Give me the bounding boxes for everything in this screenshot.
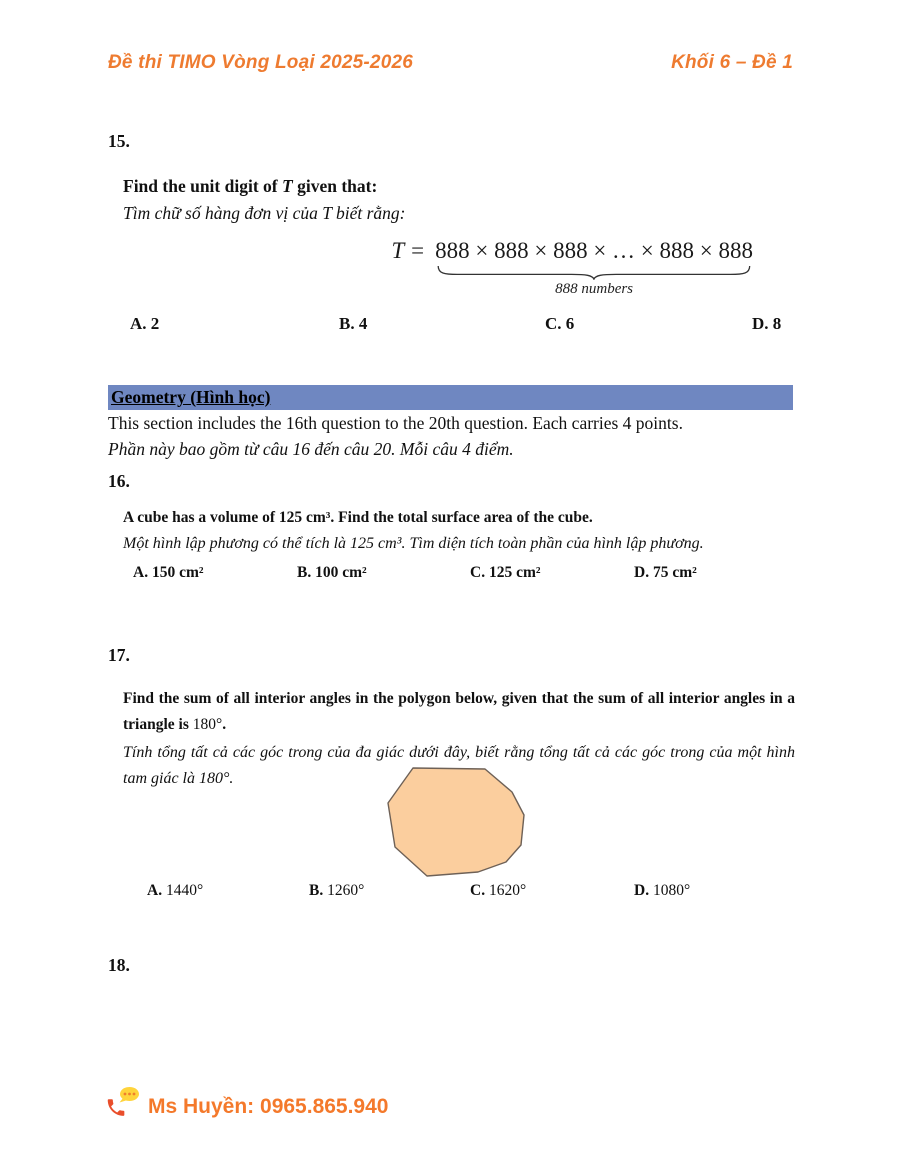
- header-right-title: Khối 6 – Đề 1: [671, 52, 793, 73]
- q17-option-b: B. 1260°: [309, 882, 365, 899]
- section-header-bar: [108, 385, 793, 410]
- formula-lhs: T =: [391, 238, 426, 263]
- formula-product: 888 × 888 × 888 × … × 888 × 888: [435, 238, 753, 263]
- q16-option-a: A. 150 cm²: [133, 564, 204, 581]
- underbrace-icon: [435, 265, 753, 280]
- q15-formula: [391, 238, 753, 297]
- q15-options-row: [108, 314, 793, 338]
- q17-option-a: A. 1440°: [147, 882, 204, 899]
- q15-option-c: C. 6: [545, 314, 575, 333]
- header-left-title: Đề thi TIMO Vòng Loại 2025-2026: [108, 52, 413, 73]
- q16-question-en: A cube has a volume of 125 cm³. Find the total surface area of the cube.: [123, 509, 593, 526]
- q15-option-b: B. 4: [339, 314, 368, 333]
- q15-en-prefix: Find the unit digit of: [123, 176, 282, 196]
- q16-option-c: C. 125 cm²: [470, 564, 541, 581]
- q15-question-vi: Tìm chữ số hàng đơn vị của T biết rằng:: [123, 203, 406, 223]
- q16-option-b: B. 100 cm²: [297, 564, 367, 581]
- polygon-figure: [385, 766, 530, 880]
- q17-option-c: C. 1620°: [470, 882, 527, 899]
- section-description-vi: Phần này bao gồm từ câu 16 đến câu 20. Mỗi câu 4 điểm.: [108, 439, 514, 459]
- q17-en-angle: 180°: [192, 716, 223, 733]
- q16-question-vi: Một hình lập phương có thể tích là 125 cm³. Tìm diện tích toàn phần của hình lập phương.: [123, 535, 704, 552]
- q17-vi-angle: 180°: [199, 770, 230, 787]
- q17-option-d: D. 1080°: [634, 882, 691, 899]
- q15-en-suffix: given that:: [292, 176, 378, 196]
- q15-formula-row: [108, 238, 793, 297]
- q15-option-a: A. 2: [130, 314, 160, 333]
- footer-contact: [104, 1086, 388, 1120]
- q15-option-d: D. 8: [752, 314, 782, 333]
- q16-number: 16.: [108, 471, 130, 491]
- q17-question-vi: Tính tổng tất cả các góc trong của đa giác dưới đây, biết rằng tổng tất cả các góc trong của một hình tam giác là 180°.: [123, 744, 795, 787]
- q16-options-row: [108, 564, 793, 586]
- q15-variable: T: [282, 176, 293, 196]
- section-description-en: This section includes the 16th question to the 20th question. Each carries 4 points.: [108, 413, 683, 433]
- q18-number: 18.: [108, 955, 130, 975]
- q17-question-en: Find the sum of all interior angles in the polygon below, given that the sum of all interior angles in a triangle is 180°.: [123, 690, 795, 733]
- q17-number: 17.: [108, 645, 130, 665]
- footer-contact-text: Ms Huyền: 0965.865.940: [148, 1095, 389, 1118]
- q15-number: 15.: [108, 131, 130, 151]
- q15-question-en: [123, 176, 377, 197]
- formula-brace-label: 888 numbers: [555, 281, 634, 297]
- phone-call-icon: [104, 1086, 142, 1120]
- section-title: Geometry (Hình học): [111, 387, 271, 407]
- q17-options-row: [108, 882, 793, 904]
- q16-option-d: D. 75 cm²: [634, 564, 697, 581]
